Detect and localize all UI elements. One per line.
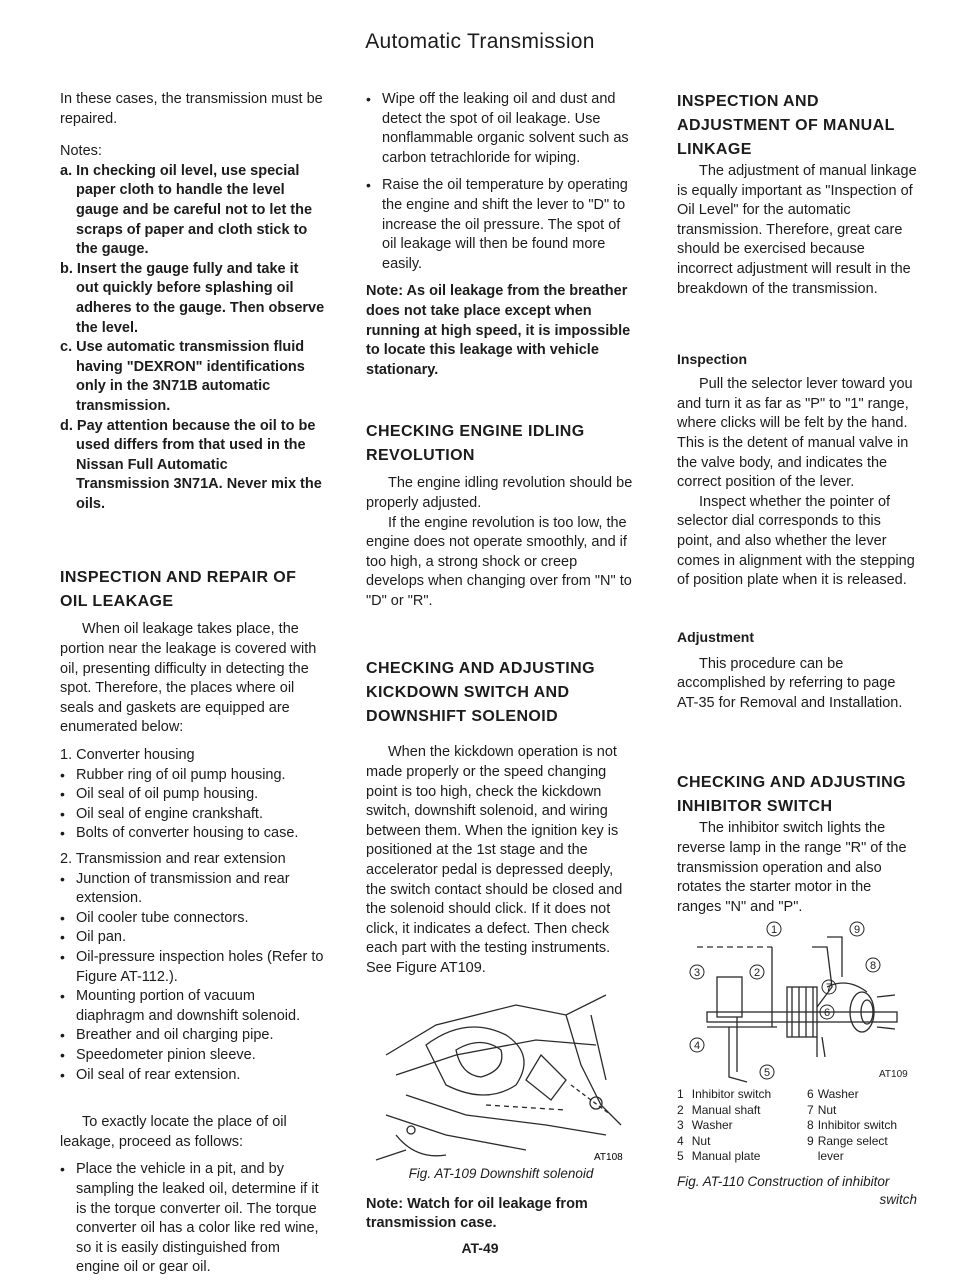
column-middle: [366, 90, 636, 1234]
callout-number: 3: [694, 967, 701, 980]
adjustment-paragraph: This procedure can be accomplished by referring to page AT-35 for Removal and Installation.: [677, 655, 903, 711]
subsection-title-adjustment: Adjustment: [677, 628, 754, 645]
inhibitor-switch-figure: [677, 917, 917, 1087]
legend-row: 3 Washer: [677, 1118, 733, 1133]
oil-leakage-paragraph: When oil leakage takes place, the portion near the leakage is covered with oil, presenting difficulty in detecting the spot. Therefore, the places where oil seals and gaskets are equipped are enumerated below:: [60, 621, 317, 736]
group-heading: 1. Converter housing: [60, 747, 195, 764]
note-item: d. Pay attention because the oil to be used differs from that used in the Nissan Full Automatic Transmission 3N71A. Never mix the oils.: [60, 417, 322, 512]
list-item: • Oil cooler tube connectors.: [60, 909, 325, 929]
callout-number: 6: [824, 1007, 831, 1020]
manual-linkage-paragraph: The adjustment of manual linkage is equally important as "Inspection of Oil Level" for the automatic transmission. Therefore, great care should be exercised because incorrect adjustment will result in the breakdown of the transmission.: [677, 163, 917, 297]
figure-code: AT108: [594, 1151, 623, 1163]
kickdown-paragraph: When the kickdown operation is not made properly or the speed changing point is too high, check the kickdown switch, downshift solenoid, and wiring between them. When the ignition key is positioned at the 1st stage and the accelerator pedal is depressed deeply, the switch contact should be closed and the solenoid should click. If it does not click, it indicates a defect. Then check each part with the testing instruments. See Figure AT109.: [366, 744, 623, 976]
inhibitor-switch-drawing: [677, 917, 917, 1087]
callout-number: 1: [771, 924, 778, 937]
note-item: c. Use automatic transmission fluid having "DEXRON" identifications only in the 3N71B automatic transmission.: [60, 339, 305, 414]
downshift-solenoid-drawing: [366, 985, 634, 1165]
legend-row: 6 Washer: [807, 1087, 859, 1102]
idling-paragraph-1: The engine idling revolution should be properly adjusted.: [366, 475, 633, 511]
note-item: b. Insert the gauge fully and take it out quickly before splashing oil adheres to the gauge. Then observe the level.: [60, 260, 325, 336]
list-item: • Raise the oil temperature by operating the engine and shift the lever to "D" to increase the oil pressure. The spot of oil leakage will then be found more easily.: [366, 176, 636, 274]
column-left: [60, 90, 325, 1278]
legend-row: 5 Manual plate: [677, 1149, 761, 1164]
list-item: • Rubber ring of oil pump housing.: [60, 766, 325, 786]
section-title-idling: CHECKING ENGINE IDLING REVOLUTION: [366, 423, 585, 465]
figure-legend: [677, 1087, 917, 1165]
figure-caption-continued: switch: [879, 1191, 917, 1207]
legend-row: 9 Range select lever: [807, 1133, 888, 1164]
note-item: a. In checking oil level, use special paper cloth to handle the level gauge and be careful not to let the scraps of paper and cloth stick to the gauge.: [60, 162, 313, 258]
inspection-paragraph-2: Inspect whether the pointer of selector dial corresponds to this point, and also whether the lever comes in alignment with the stepping of position plate when it is released.: [677, 493, 915, 589]
column-right: [677, 90, 917, 1209]
breather-note: Note: As oil leakage from the breather does not take place except when running at high speed, it is impossible to locate this leakage with vehicle stationary.: [366, 283, 631, 378]
figure-caption: Fig. AT-110 Construction of inhibitor: [677, 1173, 890, 1189]
legend-row: 4 Nut: [677, 1133, 711, 1148]
subsection-title-inspection: Inspection: [677, 351, 748, 368]
legend-row: 2 Manual shaft: [677, 1102, 761, 1117]
section-title-manual-linkage: INSPECTION AND ADJUSTMENT OF MANUAL LINKAGE: [677, 93, 895, 158]
callout-number: 4: [694, 1040, 701, 1053]
list-item: • Oil seal of rear extension.: [60, 1066, 325, 1086]
legend-right: [807, 1087, 917, 1165]
list-item: • Speedometer pinion sleeve.: [60, 1046, 325, 1066]
group-heading: 2. Transmission and rear extension: [60, 851, 286, 867]
callout-number: 5: [764, 1067, 771, 1080]
callout-number: 2: [754, 967, 761, 980]
callout-number: 9: [854, 924, 861, 937]
intro-text: In these cases, the transmission must be repaired.: [60, 91, 323, 127]
page-header: Automatic Transmission: [365, 30, 595, 53]
list-item: • Junction of transmission and rear extension.: [60, 870, 325, 909]
figure-code: AT109: [879, 1069, 908, 1081]
list-item: • Place the vehicle in a pit, and by sampling the leaked oil, determine if it is the torque converter oil. The torque converter oil has a color like red wine, so it is easily distinguished from engine oil or gear oil.: [60, 1160, 325, 1278]
notes-list: [60, 162, 325, 515]
list-item: • Bolts of converter housing to case.: [60, 824, 325, 844]
list-item: • Oil-pressure inspection holes (Refer to Figure AT-112.).: [60, 948, 325, 987]
inhibitor-paragraph: The inhibitor switch lights the reverse lamp in the range "R" of the transmission operation and also rotates the starter motor in the ranges "N" and "P".: [677, 820, 907, 915]
legend-row: 1 Inhibitor switch: [677, 1087, 772, 1102]
list-item: • Oil seal of engine crankshaft.: [60, 805, 325, 825]
list-item: • Oil seal of oil pump housing.: [60, 785, 325, 805]
list-item: • Wipe off the leaking oil and dust and detect the spot of oil leakage. Use nonflammable organic solvent such as carbon tetrachloride for wiping.: [366, 90, 636, 168]
list-item: • Oil pan.: [60, 928, 325, 948]
list-item: • Breather and oil charging pipe.: [60, 1026, 325, 1046]
legend-row: 7 Nut: [807, 1102, 837, 1117]
figure-note: Note: Watch for oil leakage from transmission case.: [366, 1195, 588, 1232]
list-item: • Mounting portion of vacuum diaphragm and downshift solenoid.: [60, 987, 325, 1026]
callout-number: 7: [826, 982, 833, 995]
inspection-paragraph-1: Pull the selector lever toward you and turn it as far as "P" to "1" range, where clicks will be felt by the hand. This is the detent of manual valve in the valve body, and indicates the correct position of the lever.: [677, 376, 913, 491]
figure-caption: Fig. AT-109 Downshift solenoid: [408, 1165, 594, 1181]
legend-row: 8 Inhibitor switch: [807, 1118, 898, 1133]
section-title-kickdown: CHECKING AND ADJUSTING KICKDOWN SWITCH AND DOWNSHIFT SOLENOID: [366, 660, 595, 726]
page-number: AT-49: [461, 1240, 499, 1256]
legend-left: [677, 1087, 807, 1165]
section-title-inhibitor: CHECKING AND ADJUSTING INHIBITOR SWITCH: [677, 774, 906, 816]
section-title-oil-leakage: INSPECTION AND REPAIR OF OIL LEAKAGE: [60, 569, 297, 611]
idling-paragraph-2: If the engine revolution is too low, the engine does not operate smoothly, and if too high, a strong shock or creep develops when changing over from "N" to "D" or "R".: [366, 514, 632, 609]
notes-label: Notes:: [60, 143, 102, 160]
callout-number: 8: [870, 960, 877, 973]
locate-paragraph: To exactly locate the place of oil leakage, proceed as follows:: [60, 1114, 287, 1150]
downshift-solenoid-figure: [366, 985, 634, 1165]
